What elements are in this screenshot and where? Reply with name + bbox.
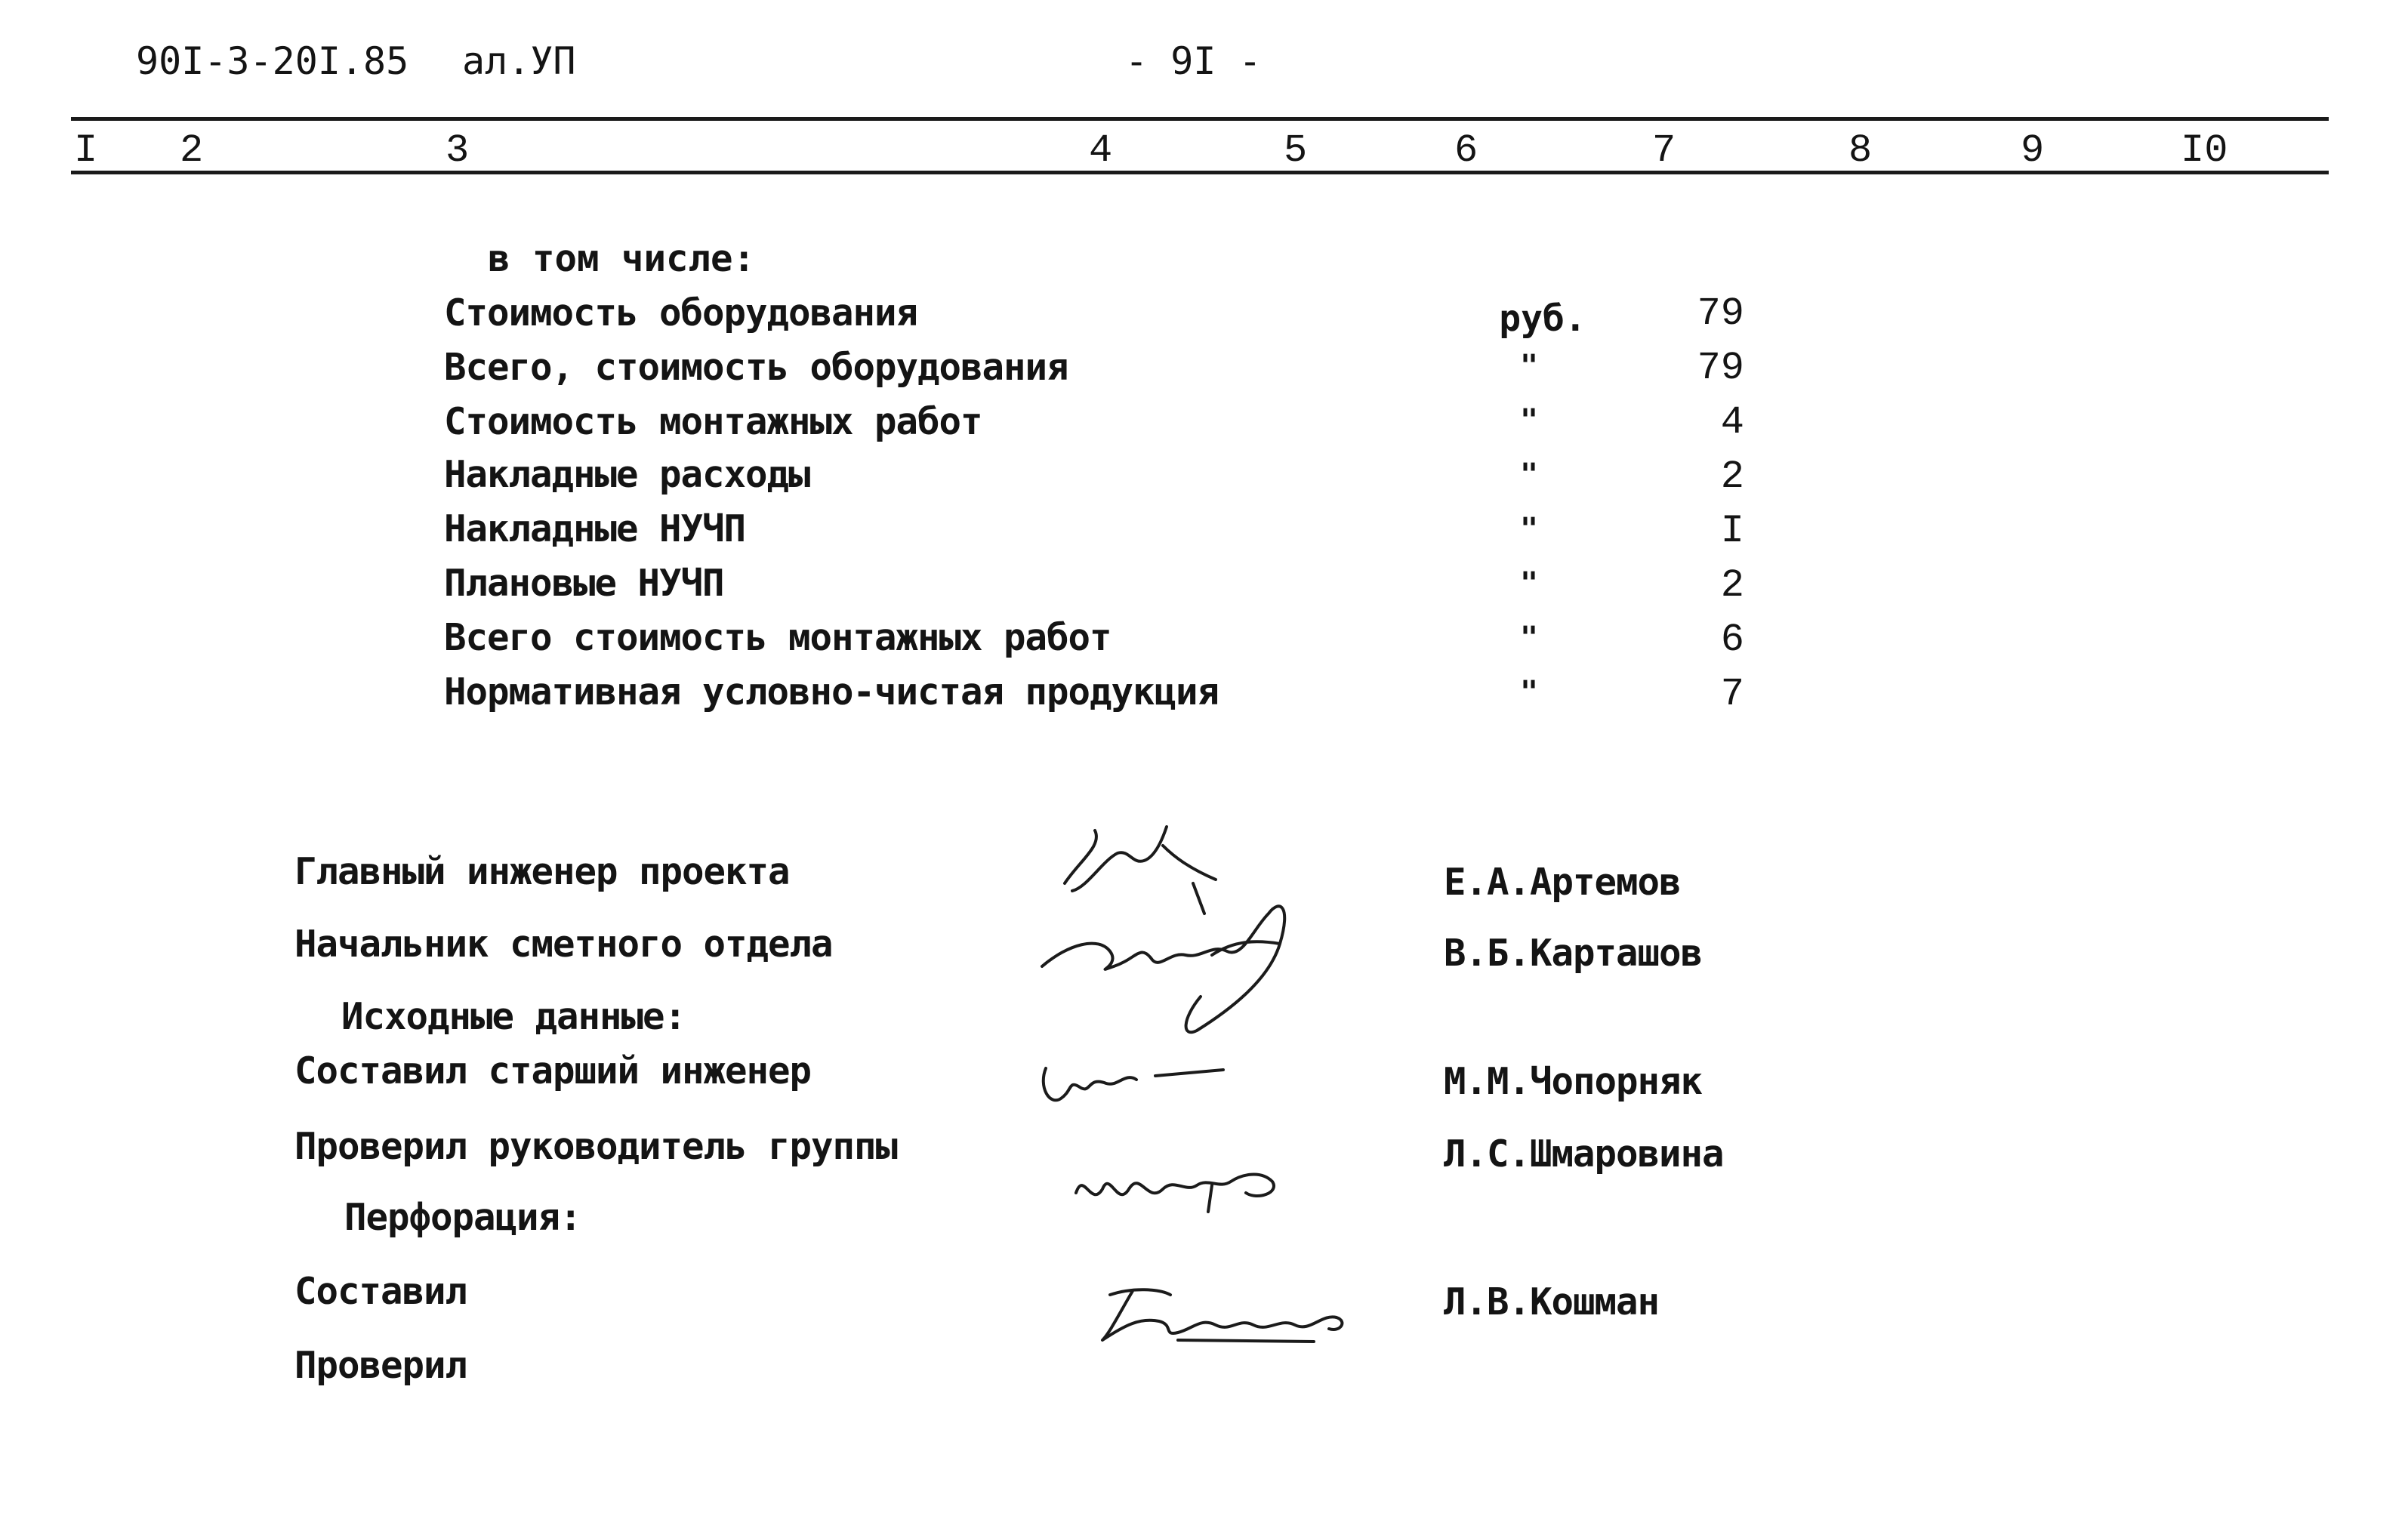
cost-item-name: Накладные НУЧП — [444, 507, 746, 550]
signature-koshman — [1087, 1272, 1359, 1355]
column-number: 6 — [1454, 128, 1478, 173]
cost-item-name: Стоимость монтажных работ — [444, 400, 982, 443]
signature-choporniak — [1034, 1053, 1246, 1136]
column-number: 7 — [1652, 128, 1676, 173]
table-top-rule — [71, 117, 2329, 121]
column-number: 8 — [1848, 128, 1873, 173]
signature-kartashov — [1038, 883, 1340, 1049]
cost-item-unit: " — [1519, 675, 1539, 710]
column-number: 2 — [180, 128, 204, 173]
cost-item-value: 79 — [1697, 291, 1744, 336]
cost-item-value: I — [1720, 509, 1744, 553]
role-perf-checked: Проверил — [294, 1344, 467, 1387]
perforation-label: Перфорация: — [344, 1196, 581, 1239]
role-estimate-head: Начальник сметного отдела — [294, 923, 833, 966]
role-chief-engineer: Главный инженер проекта — [294, 850, 790, 893]
cost-item-value: 7 — [1720, 672, 1744, 716]
role-checked-group-lead: Проверил руководитель группы — [294, 1125, 898, 1168]
source-data-label: Исходные данные: — [341, 995, 686, 1038]
cost-item-name: Плановые НУЧП — [444, 562, 724, 605]
cost-item-name: Всего, стоимость оборудования — [444, 346, 1068, 389]
cost-item-name: Стоимость оборудования — [444, 291, 918, 334]
name-compiled-senior: М.М.Чопорняк — [1444, 1060, 1703, 1103]
document-code: 90I-3-20I.85 — [136, 39, 409, 83]
name-checked-group-lead: Л.С.Шмаровина — [1444, 1132, 1724, 1176]
column-number: I0 — [2181, 128, 2228, 173]
cost-item-value: 79 — [1697, 346, 1744, 390]
cost-item-unit: " — [1519, 458, 1539, 492]
cost-item-unit: руб. — [1499, 297, 1586, 340]
name-chief-engineer: Е.А.Артемов — [1444, 861, 1681, 904]
column-number: 4 — [1089, 128, 1113, 173]
column-number: 5 — [1284, 128, 1308, 173]
signature-shmarovina — [1068, 1148, 1295, 1231]
cost-item-value: 6 — [1720, 618, 1744, 662]
cost-item-value: 4 — [1720, 400, 1744, 445]
cost-item-unit: " — [1519, 566, 1539, 601]
cost-item-name: Всего стоимость монтажных работ — [444, 616, 1112, 659]
cost-item-name: Нормативная условно-чистая продукция — [444, 670, 1219, 713]
cost-item-unit: " — [1519, 512, 1539, 547]
cost-item-unit: " — [1519, 403, 1539, 438]
section-label: в том числе: — [488, 237, 756, 280]
cost-item-unit: " — [1519, 621, 1539, 655]
role-perf-compiled: Составил — [294, 1270, 467, 1313]
column-number: 3 — [446, 128, 470, 173]
table-header-rule — [71, 171, 2329, 174]
cost-item-value: 2 — [1720, 454, 1744, 499]
column-number: 9 — [2021, 128, 2045, 173]
sheet-label: ал.УП — [462, 39, 576, 83]
role-compiled-senior: Составил старший инженер — [294, 1049, 812, 1092]
page-number: - 9I - — [1125, 39, 1262, 83]
column-number: I — [74, 128, 98, 173]
cost-item-name: Накладные расходы — [444, 453, 810, 496]
name-perf-compiled: Л.В.Кошман — [1444, 1280, 1660, 1323]
cost-item-value: 2 — [1720, 563, 1744, 608]
name-estimate-head: В.Б.Карташов — [1444, 932, 1703, 975]
cost-item-unit: " — [1519, 349, 1539, 384]
